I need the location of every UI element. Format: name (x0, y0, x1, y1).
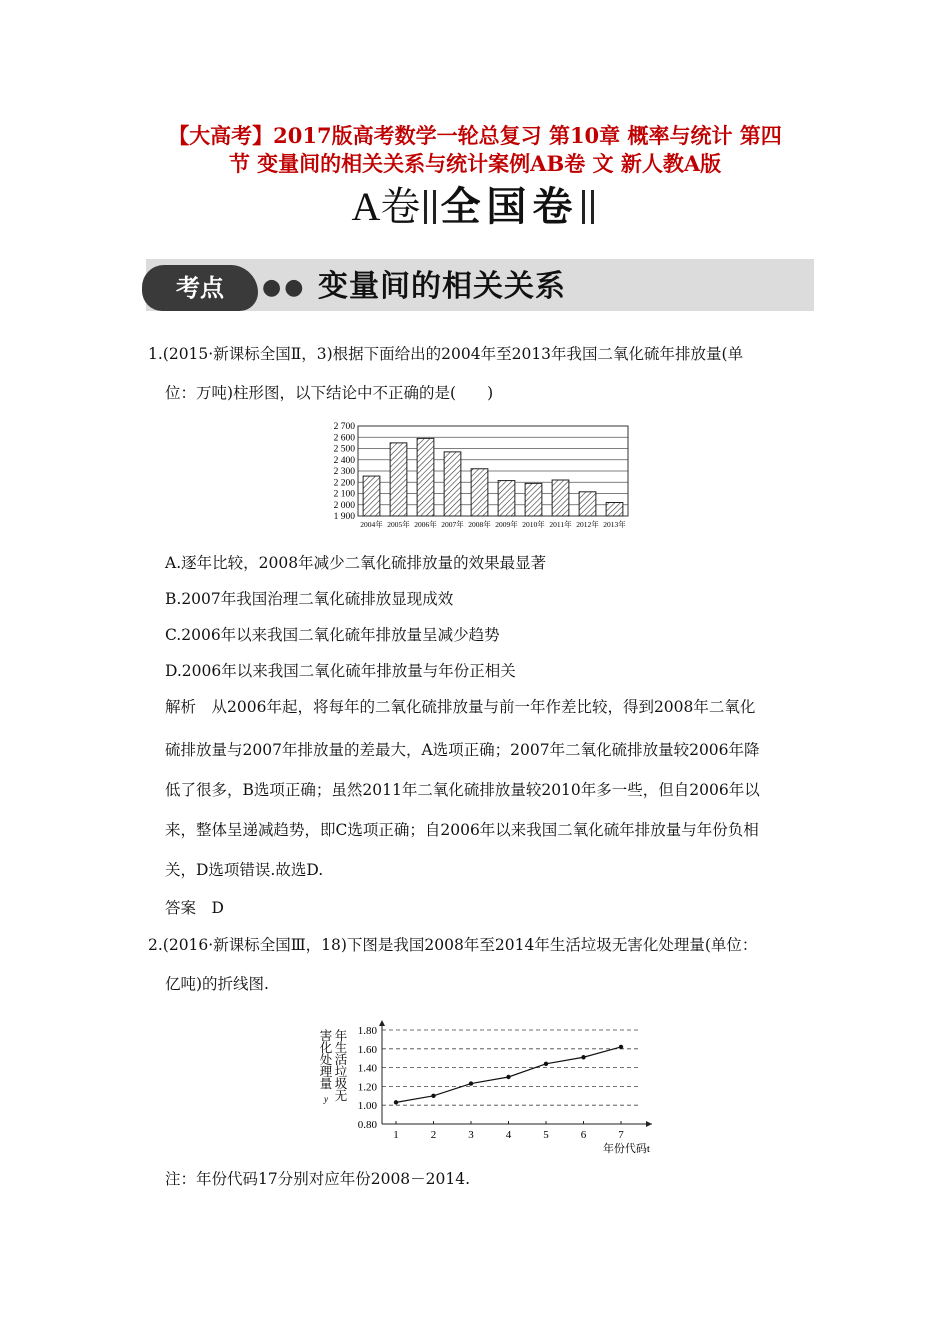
bar (444, 452, 461, 516)
q1-stem-line-1: 1.(2015·新课标全国Ⅱ，3)根据下面给出的2004年至2013年我国二氧化硫年排放量(单 (148, 345, 744, 363)
bar-ytick-label: 2 100 (333, 489, 355, 500)
line-series-path (396, 1047, 621, 1102)
q1-analysis-line-2: 硫排放量与2007年排放量的差最大，A选项正确；2007年二氧化硫排放量较2006年降 (165, 741, 760, 759)
bar (579, 492, 596, 516)
topic-banner (146, 259, 814, 311)
line-point (431, 1094, 435, 1098)
q2-note: 注：年份代码17分别对应年份2008－2014. (165, 1170, 471, 1188)
line-xtick-label: 3 (468, 1129, 474, 1141)
bar (525, 483, 542, 516)
y-axis-arrow (379, 1020, 385, 1026)
q1-analysis-line-5: 关，D选项错误.故选D. (165, 861, 324, 879)
line-point (394, 1100, 398, 1104)
line-point (506, 1075, 510, 1079)
line-xtick-label: 1 (393, 1129, 399, 1141)
double-bar-divider (424, 190, 436, 224)
line-ytick-label: 1.00 (357, 1100, 377, 1113)
title-line-1: 【大高考】2017版高考数学一轮总复习 第10章 概率与统计 第四 (168, 123, 782, 148)
bar-ytick-label: 2 700 (333, 422, 355, 432)
bar (390, 443, 407, 516)
title-line-2: 节 变量间的相关关系与统计案例AB卷 文 新人教A版 (228, 151, 722, 176)
line-point (619, 1045, 623, 1049)
q1-option-b: B.2007年我国治理二氧化硫排放显现成效 (165, 590, 454, 608)
bar-xtick-label: 2008年 (468, 520, 491, 529)
bar-ytick-label: 2 600 (333, 433, 355, 444)
line-point (581, 1055, 585, 1059)
bar-xtick-label: 2011年 (549, 520, 572, 529)
line-ylabel-col2: 害化处理量 (319, 1029, 333, 1091)
line-ytick-label: 1.80 (357, 1025, 377, 1037)
bar-ytick-label: 1 900 (333, 512, 355, 522)
bar-xtick-label: 2005年 (387, 520, 410, 529)
line-ytick-label: 1.60 (357, 1043, 377, 1056)
waste-line-chart (312, 1020, 672, 1160)
topic-tag: 考点 (142, 265, 258, 311)
line-ylabel-var: y (324, 1094, 328, 1104)
q1-analysis-line-3: 低了很多，B选项正确；虽然2011年二氧化硫排放量较2010年多一些，但自2006年以 (165, 781, 760, 799)
bar-xtick-label: 2009年 (495, 520, 518, 529)
bar (606, 503, 623, 517)
q2-stem-line-2: 亿吨)的折线图. (165, 975, 269, 993)
q1-option-c: C.2006年以来我国二氧化硫年排放量呈减少趋势 (165, 626, 500, 644)
so2-bar-chart (318, 420, 634, 532)
q1-analysis-line-4: 来，整体呈递减趋势，即C选项正确；自2006年以来我国二氧化硫年排放量与年份负相 (165, 821, 759, 839)
bar-ytick-label: 2 500 (333, 444, 355, 455)
bar-ytick-label: 2 000 (333, 500, 355, 511)
double-bar-divider (582, 190, 594, 224)
line-xtick-label: 2 (430, 1129, 437, 1141)
line-xtick-label: 7 (618, 1129, 624, 1141)
line-xtick-label: 5 (543, 1129, 549, 1141)
bar (552, 480, 569, 516)
q1-analysis-line-1: 解析 从2006年起，将每年的二氧化硫排放量与前一年作差比较，得到2008年二氧化 (165, 698, 756, 716)
q1-stem-line-2: 位：万吨)柱形图，以下结论中不正确的是( ) (165, 384, 494, 402)
bar-xtick-label: 2010年 (522, 520, 545, 529)
q2-stem-line-1: 2.(2016·新课标全国Ⅲ，18)下图是我国2008年至2014年生活垃圾无害化处理量(单位： (148, 936, 758, 954)
document-title (120, 122, 830, 178)
line-ytick-label: 1.20 (357, 1081, 377, 1094)
q1-answer: 答案 D (165, 899, 224, 917)
volume-national-label: 全国卷 (440, 183, 579, 230)
line-point (544, 1062, 548, 1066)
bar-xtick-label: 2006年 (414, 520, 437, 529)
bar-xtick-label: 2013年 (603, 520, 626, 529)
volume-a-label: A卷 (351, 184, 421, 229)
bar-ytick-label: 2 200 (333, 478, 355, 489)
bar-xtick-label: 2007年 (441, 520, 464, 529)
line-point (469, 1081, 473, 1085)
topic-title: 变量间的相关关系 (318, 269, 566, 304)
line-xlabel: 年份代码t (602, 1143, 650, 1155)
line-ytick-label: 1.40 (357, 1062, 377, 1075)
x-axis-arrow (646, 1121, 652, 1127)
bar-xtick-label: 2012年 (576, 520, 599, 529)
volume-heading (0, 182, 950, 232)
bar-ytick-label: 2 400 (333, 455, 355, 466)
bar-xtick-label: 2004年 (360, 520, 383, 529)
line-ylabel-col1: 年生活垃圾无 (334, 1029, 348, 1103)
q1-option-a: A.逐年比较，2008年减少二氧化硫排放量的效果最显著 (165, 554, 547, 572)
bar-ytick-label: 2 300 (333, 467, 355, 477)
bar (363, 476, 380, 516)
bar (417, 438, 434, 516)
line-xtick-label: 4 (505, 1129, 512, 1141)
line-ytick-label: 0.80 (357, 1119, 377, 1131)
q1-option-d: D.2006年以来我国二氧化硫年排放量与年份正相关 (165, 662, 516, 680)
line-xtick-label: 6 (580, 1129, 587, 1141)
bar (471, 469, 488, 516)
bar (498, 481, 515, 516)
banner-dots: ●● (262, 275, 307, 300)
